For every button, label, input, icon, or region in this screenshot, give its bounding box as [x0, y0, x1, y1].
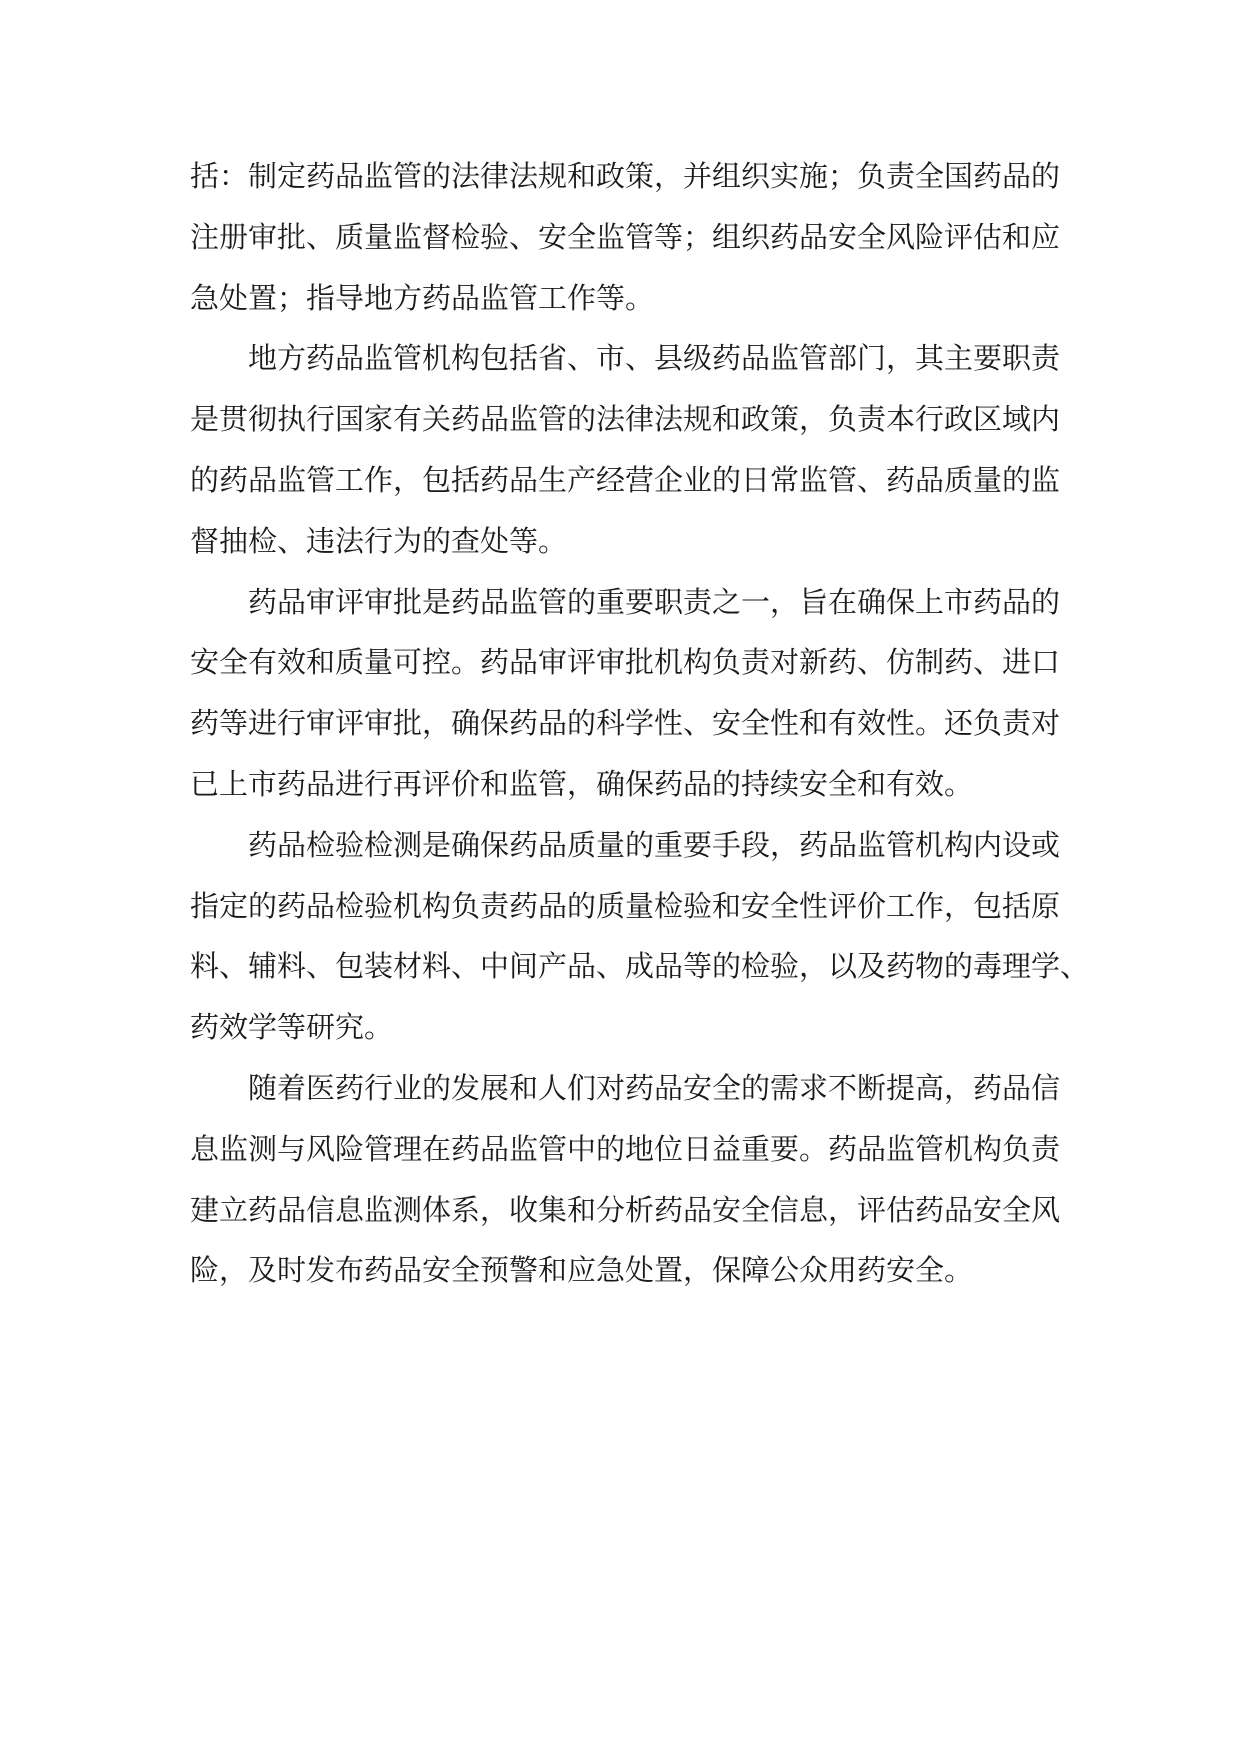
text-line: 地方药品监管机构包括省、市、县级药品监管部门，其主要职责	[248, 341, 1061, 376]
text-line: 药效学等研究。	[190, 1010, 394, 1045]
text-line: 险，及时发布药品安全预警和应急处置，保障公众用药安全。	[190, 1253, 974, 1288]
paragraph-4	[190, 815, 1090, 1058]
text-line: 督抽检、违法行为的查处等。	[190, 523, 568, 558]
text-line: 药品审评审批是药品监管的重要职责之一，旨在确保上市药品的	[248, 584, 1061, 619]
text-line: 药等进行审评审批，确保药品的科学性、安全性和有效性。还负责对	[190, 706, 1061, 741]
text-line: 药品检验检测是确保药品质量的重要手段，药品监管机构内设或	[248, 827, 1061, 862]
text-line: 是贯彻执行国家有关药品监管的法律法规和政策，负责本行政区域内	[190, 402, 1061, 437]
text-line: 建立药品信息监测体系，收集和分析药品安全信息，评估药品安全风	[190, 1192, 1061, 1227]
paragraph-2	[190, 328, 1061, 571]
paragraph-1	[190, 146, 1061, 328]
body-text	[190, 146, 1090, 1301]
text-line: 的药品监管工作，包括药品生产经营企业的日常监管、药品质量的监	[190, 462, 1061, 497]
text-line: 安全有效和质量可控。药品审评审批机构负责对新药、仿制药、进口	[190, 645, 1061, 680]
text-line: 括：制定药品监管的法律法规和政策，并组织实施；负责全国药品的	[190, 159, 1061, 193]
text-line: 已上市药品进行再评价和监管，确保药品的持续安全和有效。	[190, 766, 974, 801]
text-line: 注册审批、质量监督检验、安全监管等；组织药品安全风险评估和应	[190, 219, 1061, 254]
text-line: 急处置；指导地方药品监管工作等。	[190, 280, 655, 315]
text-line: 料、辅料、包装材料、中间产品、成品等的检验，以及药物的毒理学、	[190, 949, 1090, 984]
text-line: 指定的药品检验机构负责药品的质量检验和安全性评价工作，包括原	[190, 888, 1061, 923]
paragraph-5	[190, 1058, 1061, 1301]
text-line: 随着医药行业的发展和人们对药品安全的需求不断提高，药品信	[248, 1070, 1061, 1105]
paragraph-3	[190, 572, 1061, 815]
text-line: 息监测与风险管理在药品监管中的地位日益重要。药品监管机构负责	[190, 1131, 1061, 1166]
